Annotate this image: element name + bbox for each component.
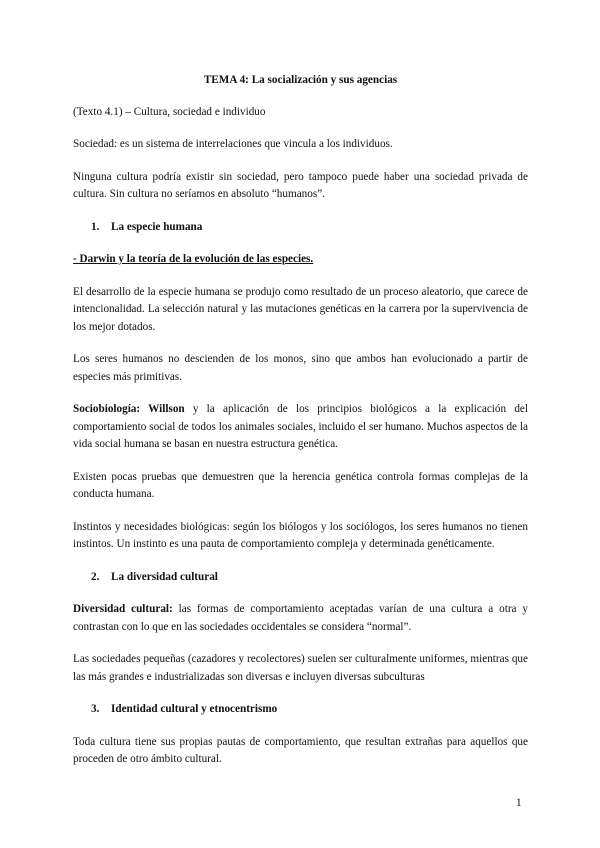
paragraph-toda-cultura: Toda cultura tiene sus propias pautas de comportamiento, que resultan extrañas para aquellos que proceden de otro ámbito cultural. [73, 735, 528, 765]
subheading-darwin: - Darwin y la teoría de la evolución de las especies. [73, 253, 314, 265]
section-heading-2 [73, 569, 528, 587]
paragraph-diversidad [73, 601, 528, 636]
paragraph-sociobiologia [73, 401, 528, 454]
section-title: Identidad cultural y etnocentrismo [111, 703, 278, 715]
paragraph-monos: Los seres humanos no descienden de los monos, sino que ambos han evolucionado a partir de especies más primitivas. [73, 353, 528, 383]
term-text: y la aplicación de los principios biológicos a la explicación del comportamiento social de todos los animales sociales, incluido el ser humano. Muchos aspectos de la vida social humana se basan en nuestra estructura genética. [73, 403, 528, 450]
term-text: las formas de comportamiento aceptadas varían de una cultura a otra y contrastan con lo que en las sociedades occidentales se considera “normal”. [73, 603, 528, 633]
term-label: Sociobiología: Willson [73, 403, 185, 415]
paragraph-instintos: Instintos y necesidades biológicas: según los biólogos y los sociólogos, los seres humanos no tienen instintos. Un instinto es una pauta de comportamiento compleja y determinada genéticamente. [73, 520, 528, 550]
page-number: 1 [516, 797, 522, 809]
section-title: La diversidad cultural [111, 570, 218, 583]
section-heading-1 [73, 219, 528, 237]
page-content [73, 72, 528, 784]
section-number: 1. [91, 220, 100, 233]
section-heading-3 [73, 701, 528, 719]
paragraph-pruebas: Existen pocas pruebas que demuestren que la herencia genética controla formas complejas de la conducta humana. [73, 470, 528, 500]
paragraph-cultura: Ninguna cultura podría existir sin sociedad, pero tampoco puede haber una sociedad privada de cultura. Sin cultura no seríamos en absoluto “humanos”. [73, 170, 528, 200]
paragraph-sociedad: Sociedad: es un sistema de interrelaciones que vincula a los individuos. [73, 138, 393, 150]
paragraph-desarrollo: El desarrollo de la especie humana se produjo como resultado de un proceso aleatorio, que carece de intencionalidad. La selección natural y las mutaciones genéticas en la carrera por la supervivencia de los mejor dotados. [73, 285, 528, 333]
section-number: 3. [91, 703, 100, 715]
paragraph-sociedades: Las sociedades pequeñas (cazadores y recolectores) suelen ser culturalmente uniformes, mientras que las más grandes e industrializadas son diversas e incluyen diversas subculturas [73, 653, 528, 683]
term-label: Diversidad cultural: [73, 603, 173, 615]
section-title: La especie humana [111, 220, 203, 233]
document-title: TEMA 4: La socialización y sus agencias [203, 74, 398, 86]
section-number: 2. [91, 570, 100, 583]
text-reference: (Texto 4.1) – Cultura, sociedad e individuo [73, 105, 266, 118]
